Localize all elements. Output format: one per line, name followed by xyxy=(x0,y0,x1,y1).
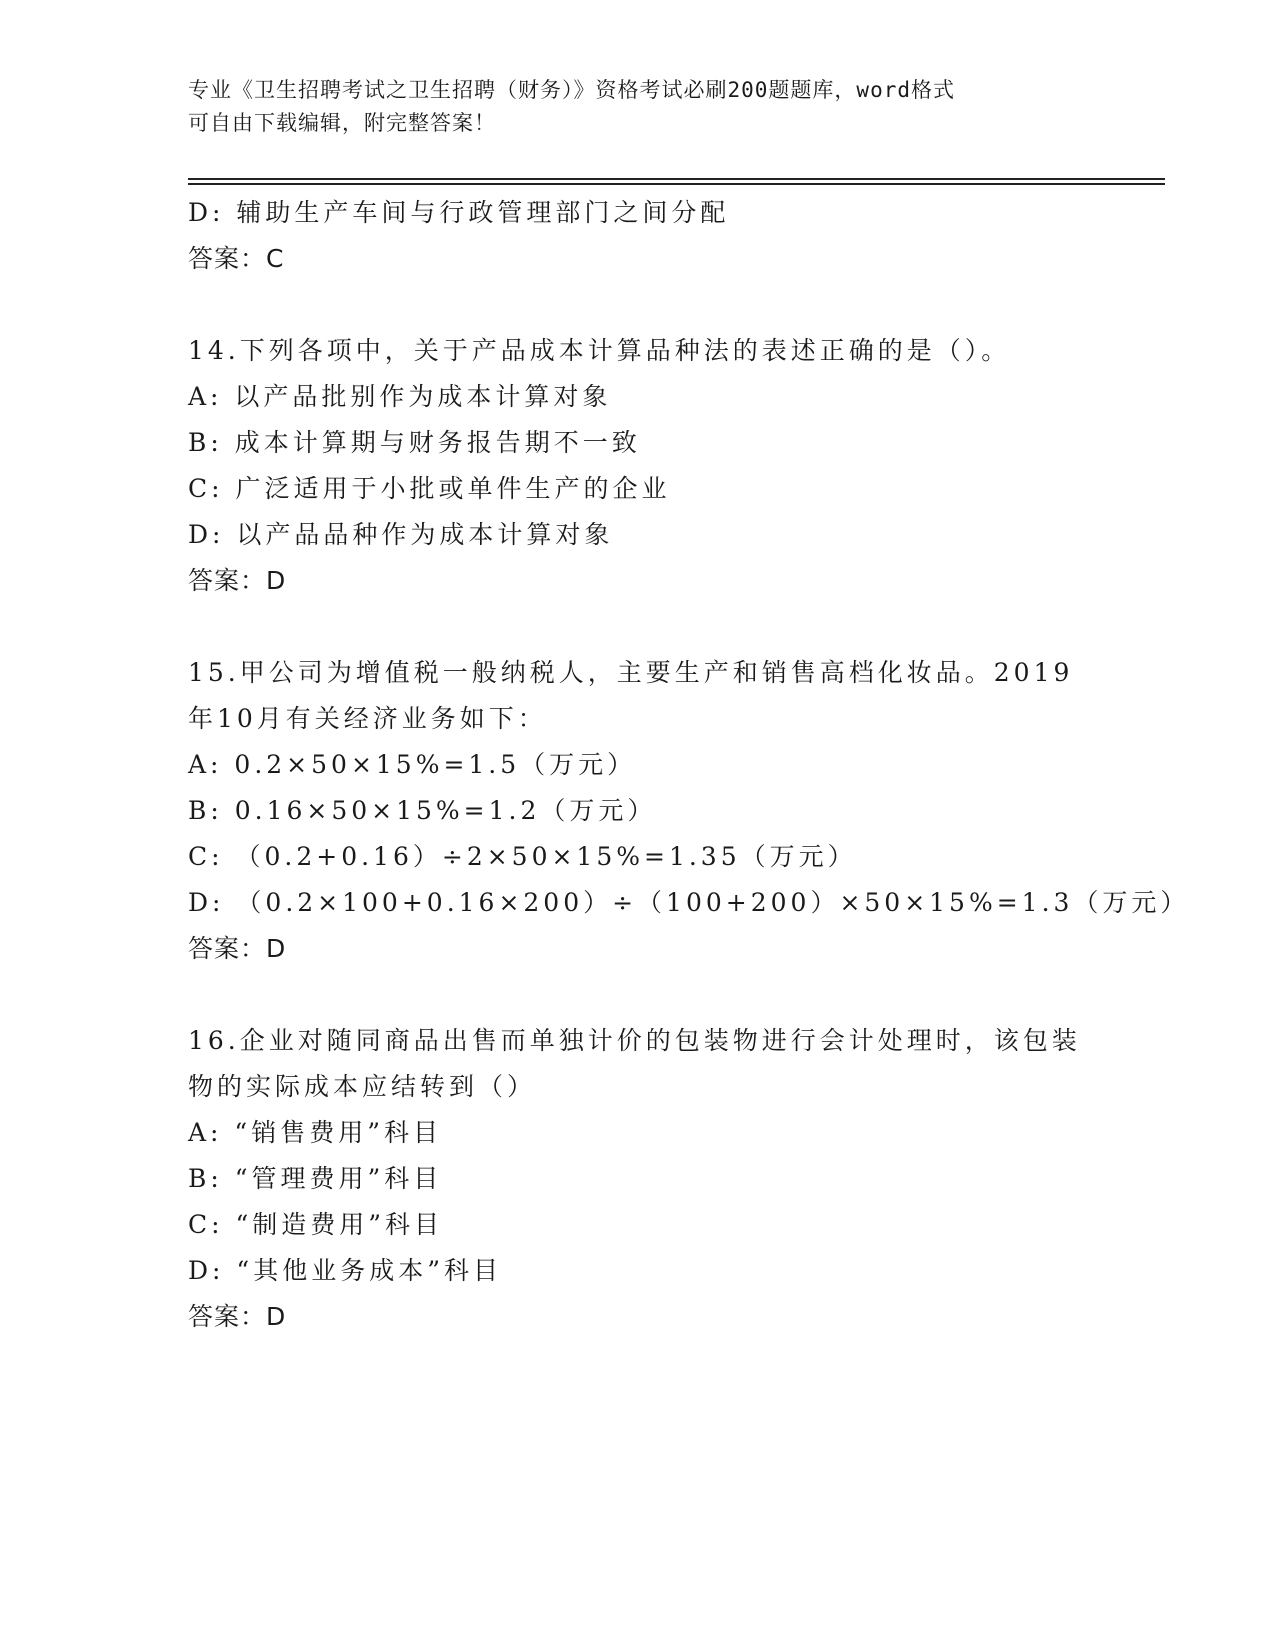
option-c: C: 广泛适用于小批或单件生产的企业 xyxy=(188,474,671,503)
option-d: D: “其他业务成本”科目 xyxy=(188,1256,502,1285)
option-d: D: 以产品品种作为成本计算对象 xyxy=(188,520,614,549)
question-stem-line-2: 年10月有关经济业务如下： xyxy=(188,704,547,733)
question-15 xyxy=(188,650,1190,972)
document-header xyxy=(188,74,1088,140)
option-a: A: 0.2×50×15%=1.5（万元） xyxy=(188,750,637,779)
option-c: C: （0.2+0.16）÷2×50×15%=1.35（万元） xyxy=(188,842,857,871)
header-rule-top xyxy=(188,178,1165,180)
question-stem-line-2: 物的实际成本应结转到（） xyxy=(188,1072,537,1101)
question-16 xyxy=(188,1018,1088,1340)
option-b: B: 0.16×50×15%=1.2（万元） xyxy=(188,796,657,825)
option-d: D: 辅助生产车间与行政管理部门之间分配 xyxy=(188,198,730,227)
question-14 xyxy=(188,328,1088,604)
option-d: D: （0.2×100+0.16×200）÷（100+200）×50×15%=1.3（万元） xyxy=(188,888,1190,917)
header-line-1: 专业《卫生招聘考试之卫生招聘（财务）》资格考试必刷200题题库，word格式 xyxy=(188,78,955,102)
option-c: C: “制造费用”科目 xyxy=(188,1210,444,1239)
spacer xyxy=(188,604,1088,650)
document-body xyxy=(188,190,1190,1340)
question-stem-line-1: 15.甲公司为增值税一般纳税人，主要生产和销售高档化妆品。2019 xyxy=(188,658,1074,687)
question-13-tail xyxy=(188,190,1088,282)
option-a: A: 以产品批别作为成本计算对象 xyxy=(188,382,612,411)
option-a: A: “销售费用”科目 xyxy=(188,1118,442,1147)
option-b: B: 成本计算期与财务报告期不一致 xyxy=(188,428,641,457)
header-rule-bottom xyxy=(188,183,1165,185)
answer: 答案：D xyxy=(188,1302,287,1331)
question-stem-line-1: 16.企业对随同商品出售而单独计价的包装物进行会计处理时，该包装 xyxy=(188,1026,1081,1055)
answer: 答案：C xyxy=(188,244,285,273)
option-b: B: “管理费用”科目 xyxy=(188,1164,443,1193)
answer: 答案：D xyxy=(188,566,287,595)
spacer xyxy=(188,282,1088,328)
answer: 答案：D xyxy=(188,934,287,963)
header-line-2: 可自由下载编辑，附完整答案！ xyxy=(188,111,496,135)
spacer xyxy=(188,972,1088,1018)
question-stem: 14.下列各项中，关于产品成本计算品种法的表述正确的是（）。 xyxy=(188,336,1011,365)
